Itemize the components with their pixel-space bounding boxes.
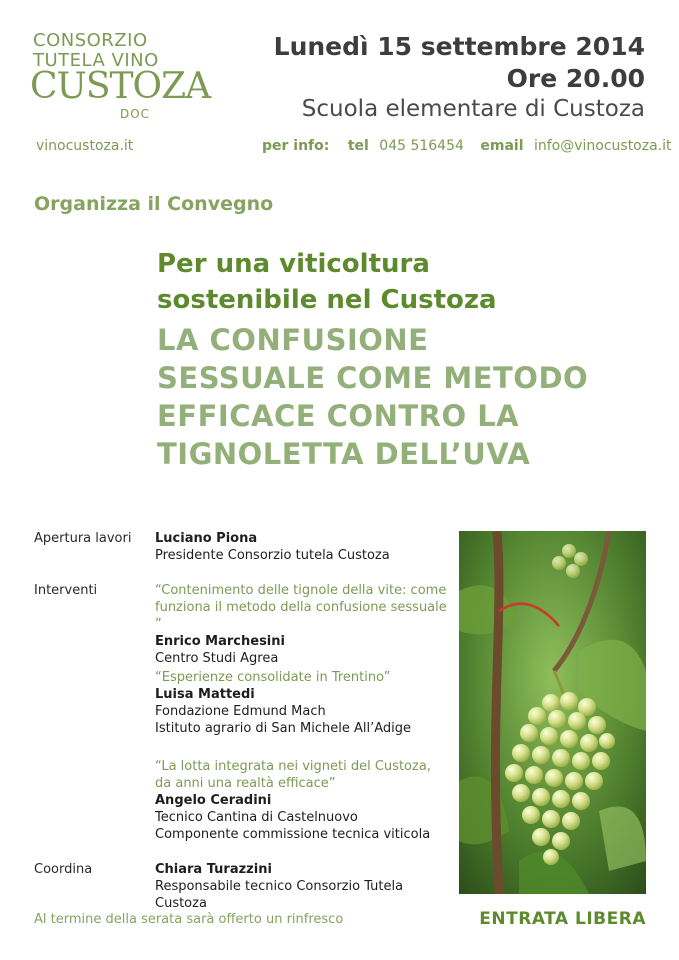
logo-doc: DOC bbox=[120, 107, 151, 121]
logo-line-consorzio: CONSORZIO bbox=[33, 30, 148, 51]
info-label: per info: bbox=[262, 138, 330, 154]
apertura-label: Apertura lavori bbox=[34, 531, 132, 546]
organizer-heading: Organizza il Convegno bbox=[34, 193, 274, 215]
title-line-6: TIGNOLETTA DELL’UVA bbox=[157, 437, 531, 471]
email-value[interactable]: info@vinocustoza.it bbox=[533, 138, 672, 154]
talk-title-line: da anni una realtà efficace” bbox=[155, 776, 336, 791]
speaker-role: Presidente Consorzio tutela Custoza bbox=[155, 548, 390, 563]
title-line-5: EFFICACE CONTRO LA bbox=[157, 399, 520, 433]
talk-title-line: “Contenimento delle tignole della vite: come bbox=[155, 583, 447, 598]
title-line-3: LA CONFUSIONE bbox=[157, 323, 429, 357]
free-entry-label: ENTRATA LIBERA bbox=[479, 909, 646, 929]
speaker-name: Enrico Marchesini bbox=[155, 634, 285, 649]
event-place: Scuola elementare di Custoza bbox=[301, 96, 645, 122]
logo-brand: CUSTOZA bbox=[30, 66, 211, 107]
footer-note: Al termine della serata sarà offerto un rinfresco bbox=[34, 912, 344, 927]
event-time: Ore 20.00 bbox=[506, 64, 645, 93]
talk-2 bbox=[155, 669, 455, 737]
speaker-role: Centro Studi Agrea bbox=[155, 651, 279, 666]
speaker-name: Luisa Mattedi bbox=[155, 687, 255, 702]
speaker-name: Luciano Piona bbox=[155, 531, 258, 546]
talk-3 bbox=[155, 758, 455, 843]
talk-1 bbox=[155, 582, 455, 667]
title-line-2: sostenibile nel Custoza bbox=[157, 285, 497, 315]
interventi-label: Interventi bbox=[34, 583, 98, 598]
speaker-role: Tecnico Cantina di Castelnuovo bbox=[155, 810, 358, 825]
title-line-1: Per una viticoltura bbox=[157, 249, 430, 279]
apertura-block bbox=[155, 530, 455, 564]
tel-label: tel bbox=[347, 138, 369, 154]
tel-value[interactable]: 045 516454 bbox=[379, 138, 464, 154]
contact-row bbox=[262, 138, 678, 154]
speaker-name: Chiara Turazzini bbox=[155, 862, 272, 877]
speaker-role: Istituto agrario di San Michele All’Adige bbox=[155, 721, 411, 736]
coordina-block bbox=[155, 861, 455, 912]
grape-photo bbox=[459, 531, 646, 894]
speaker-name: Angelo Ceradini bbox=[155, 793, 272, 808]
event-date: Lunedì 15 settembre 2014 bbox=[273, 32, 645, 61]
coordina-label: Coordina bbox=[34, 862, 93, 877]
email-label: email bbox=[480, 138, 524, 154]
speaker-role: Componente commissione tecnica viticola bbox=[155, 827, 431, 842]
talk-title-line: “La lotta integrata nei vigneti del Custoza, bbox=[155, 759, 431, 774]
logo-line-tutela-vino: TUTELA VINO bbox=[33, 50, 159, 71]
website-link[interactable]: vinocustoza.it bbox=[36, 138, 134, 154]
speaker-role: Fondazione Edmund Mach bbox=[155, 704, 326, 719]
talk-title-line: “Esperienze consolidate in Trentino” bbox=[155, 670, 391, 685]
talk-title-line: funziona il metodo della confusione sessuale ” bbox=[155, 600, 447, 632]
speaker-role: Responsabile tecnico Consorzio Tutela Custoza bbox=[155, 879, 404, 911]
title-line-4: SESSUALE COME METODO bbox=[157, 361, 589, 395]
